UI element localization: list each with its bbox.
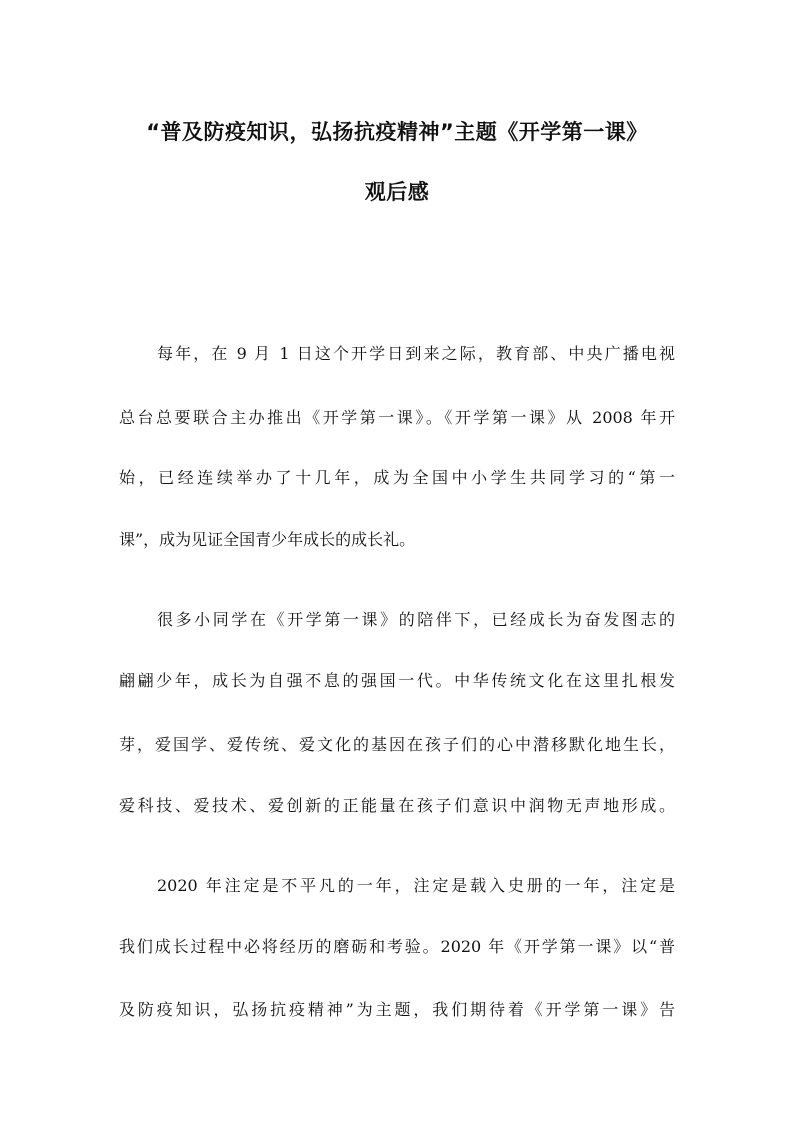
- paragraph-3-line-3: 及防疫知识，弘扬抗疫精神”为主题，我们期待着《开学第一课》告: [119, 1000, 675, 1019]
- document-title-line-1: “普及防疫知识，弘扬抗疫精神”主题《开学第一课》: [146, 120, 648, 144]
- paragraph-3-line-1: 2020 年注定是不平凡的一年，注定是载入史册的一年，注定是: [157, 876, 675, 895]
- paragraph-1-line-2: 总台总要联合主办推出《开学第一课》。《开学第一课》从 2008 年开: [119, 408, 675, 427]
- paragraph-1-line-3: 始，已经连续举办了十几年，成为全国中小学生共同学习的“第一: [119, 468, 675, 487]
- paragraph-1-line-4: 课”，成为见证全国青少年成长的成长礼。: [119, 530, 416, 549]
- paragraph-2-line-2: 翩翩少年，成长为自强不息的强国一代。中华传统文化在这里扎根发: [119, 671, 675, 690]
- paragraph-2-line-1: 很多小同学在《开学第一课》的陪伴下，已经成长为奋发图志的: [157, 610, 675, 629]
- document-title-line-2: 观后感: [364, 180, 430, 204]
- paragraph-2-line-3: 芽，爱国学、爱传统、爱文化的基因在孩子们的心中潜移默化地生长，: [119, 735, 675, 754]
- paragraph-2-line-4: 爱科技、爱技术、爱创新的正能量在孩子们意识中润物无声地形成。: [119, 796, 675, 815]
- paragraph-3-line-2: 我们成长过程中必将经历的磨砺和考验。2020 年《开学第一课》以“普: [119, 937, 675, 956]
- paragraph-1-line-1: 每年，在 9 月 1 日这个开学日到来之际，教育部、中央广播电视: [157, 344, 675, 363]
